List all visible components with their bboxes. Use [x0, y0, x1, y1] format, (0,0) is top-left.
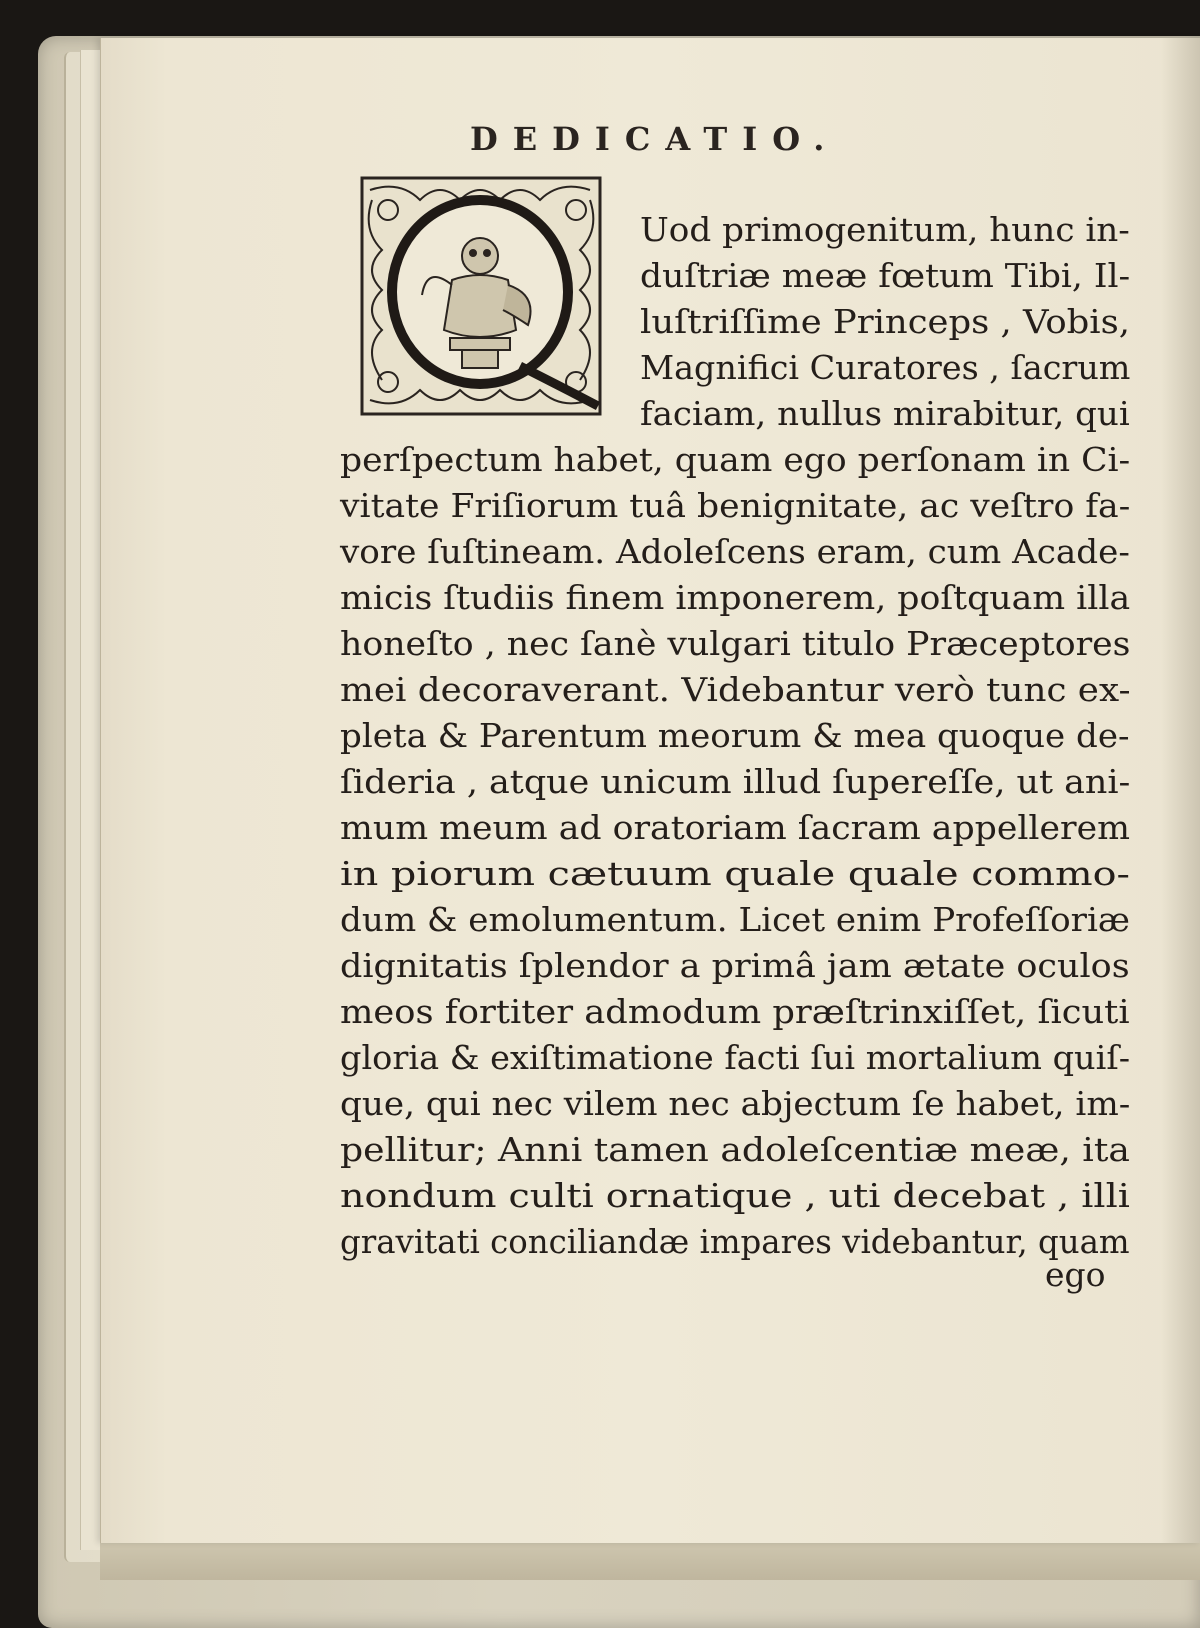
text-line: mei decoraverant. Videbantur verò tunc ex-	[340, 670, 1131, 709]
text-line: meos fortiter admodum præſtrinxiſſet, ſicuti	[340, 992, 1130, 1031]
text-line: micis ſtudiis finem imponerem, poſtquam illa	[340, 578, 1131, 617]
spine-shadow	[1161, 38, 1200, 1543]
text-line: honeſto , nec ſanè vulgari titulo Præceptores	[340, 624, 1131, 663]
text-line: dignitatis ſplendor a primâ jam ætate oculos	[340, 946, 1130, 985]
text-line: Magnifici Curatores , ſacrum	[640, 348, 1131, 387]
text-line: nondum culti ornatique , uti decebat , illi	[340, 1176, 1130, 1215]
text-line: vore ſuſtineam. Adoleſcens eram, cum Acade-	[340, 532, 1130, 571]
catchword: ego	[1045, 1255, 1106, 1294]
text-line: pleta & Parentum meorum & mea quoque de-	[340, 716, 1130, 755]
text-line: pellitur; Anni tamen adoleſcentiæ meæ, ita	[340, 1130, 1130, 1169]
text-line: faciam, nullus mirabitur, qui	[640, 394, 1130, 433]
page-heading: DEDICATIO.	[470, 120, 840, 158]
text-line: mum meum ad oratoriam ſacram appellerem	[340, 808, 1130, 847]
text-line: gloria & exiſtimatione facti ſui mortalium quiſ-	[340, 1038, 1131, 1077]
text-line: duſtriæ meæ fœtum Tibi, Il-	[640, 256, 1131, 295]
text-line: gravitati conciliandæ impares videbantur, quam	[340, 1222, 1130, 1261]
text-line: ſideria , atque unicum illud ſupereſſe, ut ani-	[340, 762, 1131, 801]
text-line: que, qui nec vilem nec abjectum ſe habet, im-	[340, 1084, 1131, 1123]
page-bottom-edge	[100, 1540, 1200, 1580]
decorated-initial	[340, 170, 610, 420]
text-line: dum & emolumentum. Licet enim Profeſſoriæ	[340, 900, 1130, 939]
text-line: vitate Friſiorum tuâ benignitate, ac veſtro fa-	[340, 486, 1131, 525]
text-line: in piorum cætuum quale quale commo-	[340, 854, 1130, 893]
text-line: perſpectum habet, quam ego perſonam in Ci-	[340, 440, 1131, 479]
text-line: Uod primogenitum, hunc in-	[640, 210, 1130, 249]
text-line: luſtriſſime Princeps , Vobis,	[640, 302, 1131, 341]
